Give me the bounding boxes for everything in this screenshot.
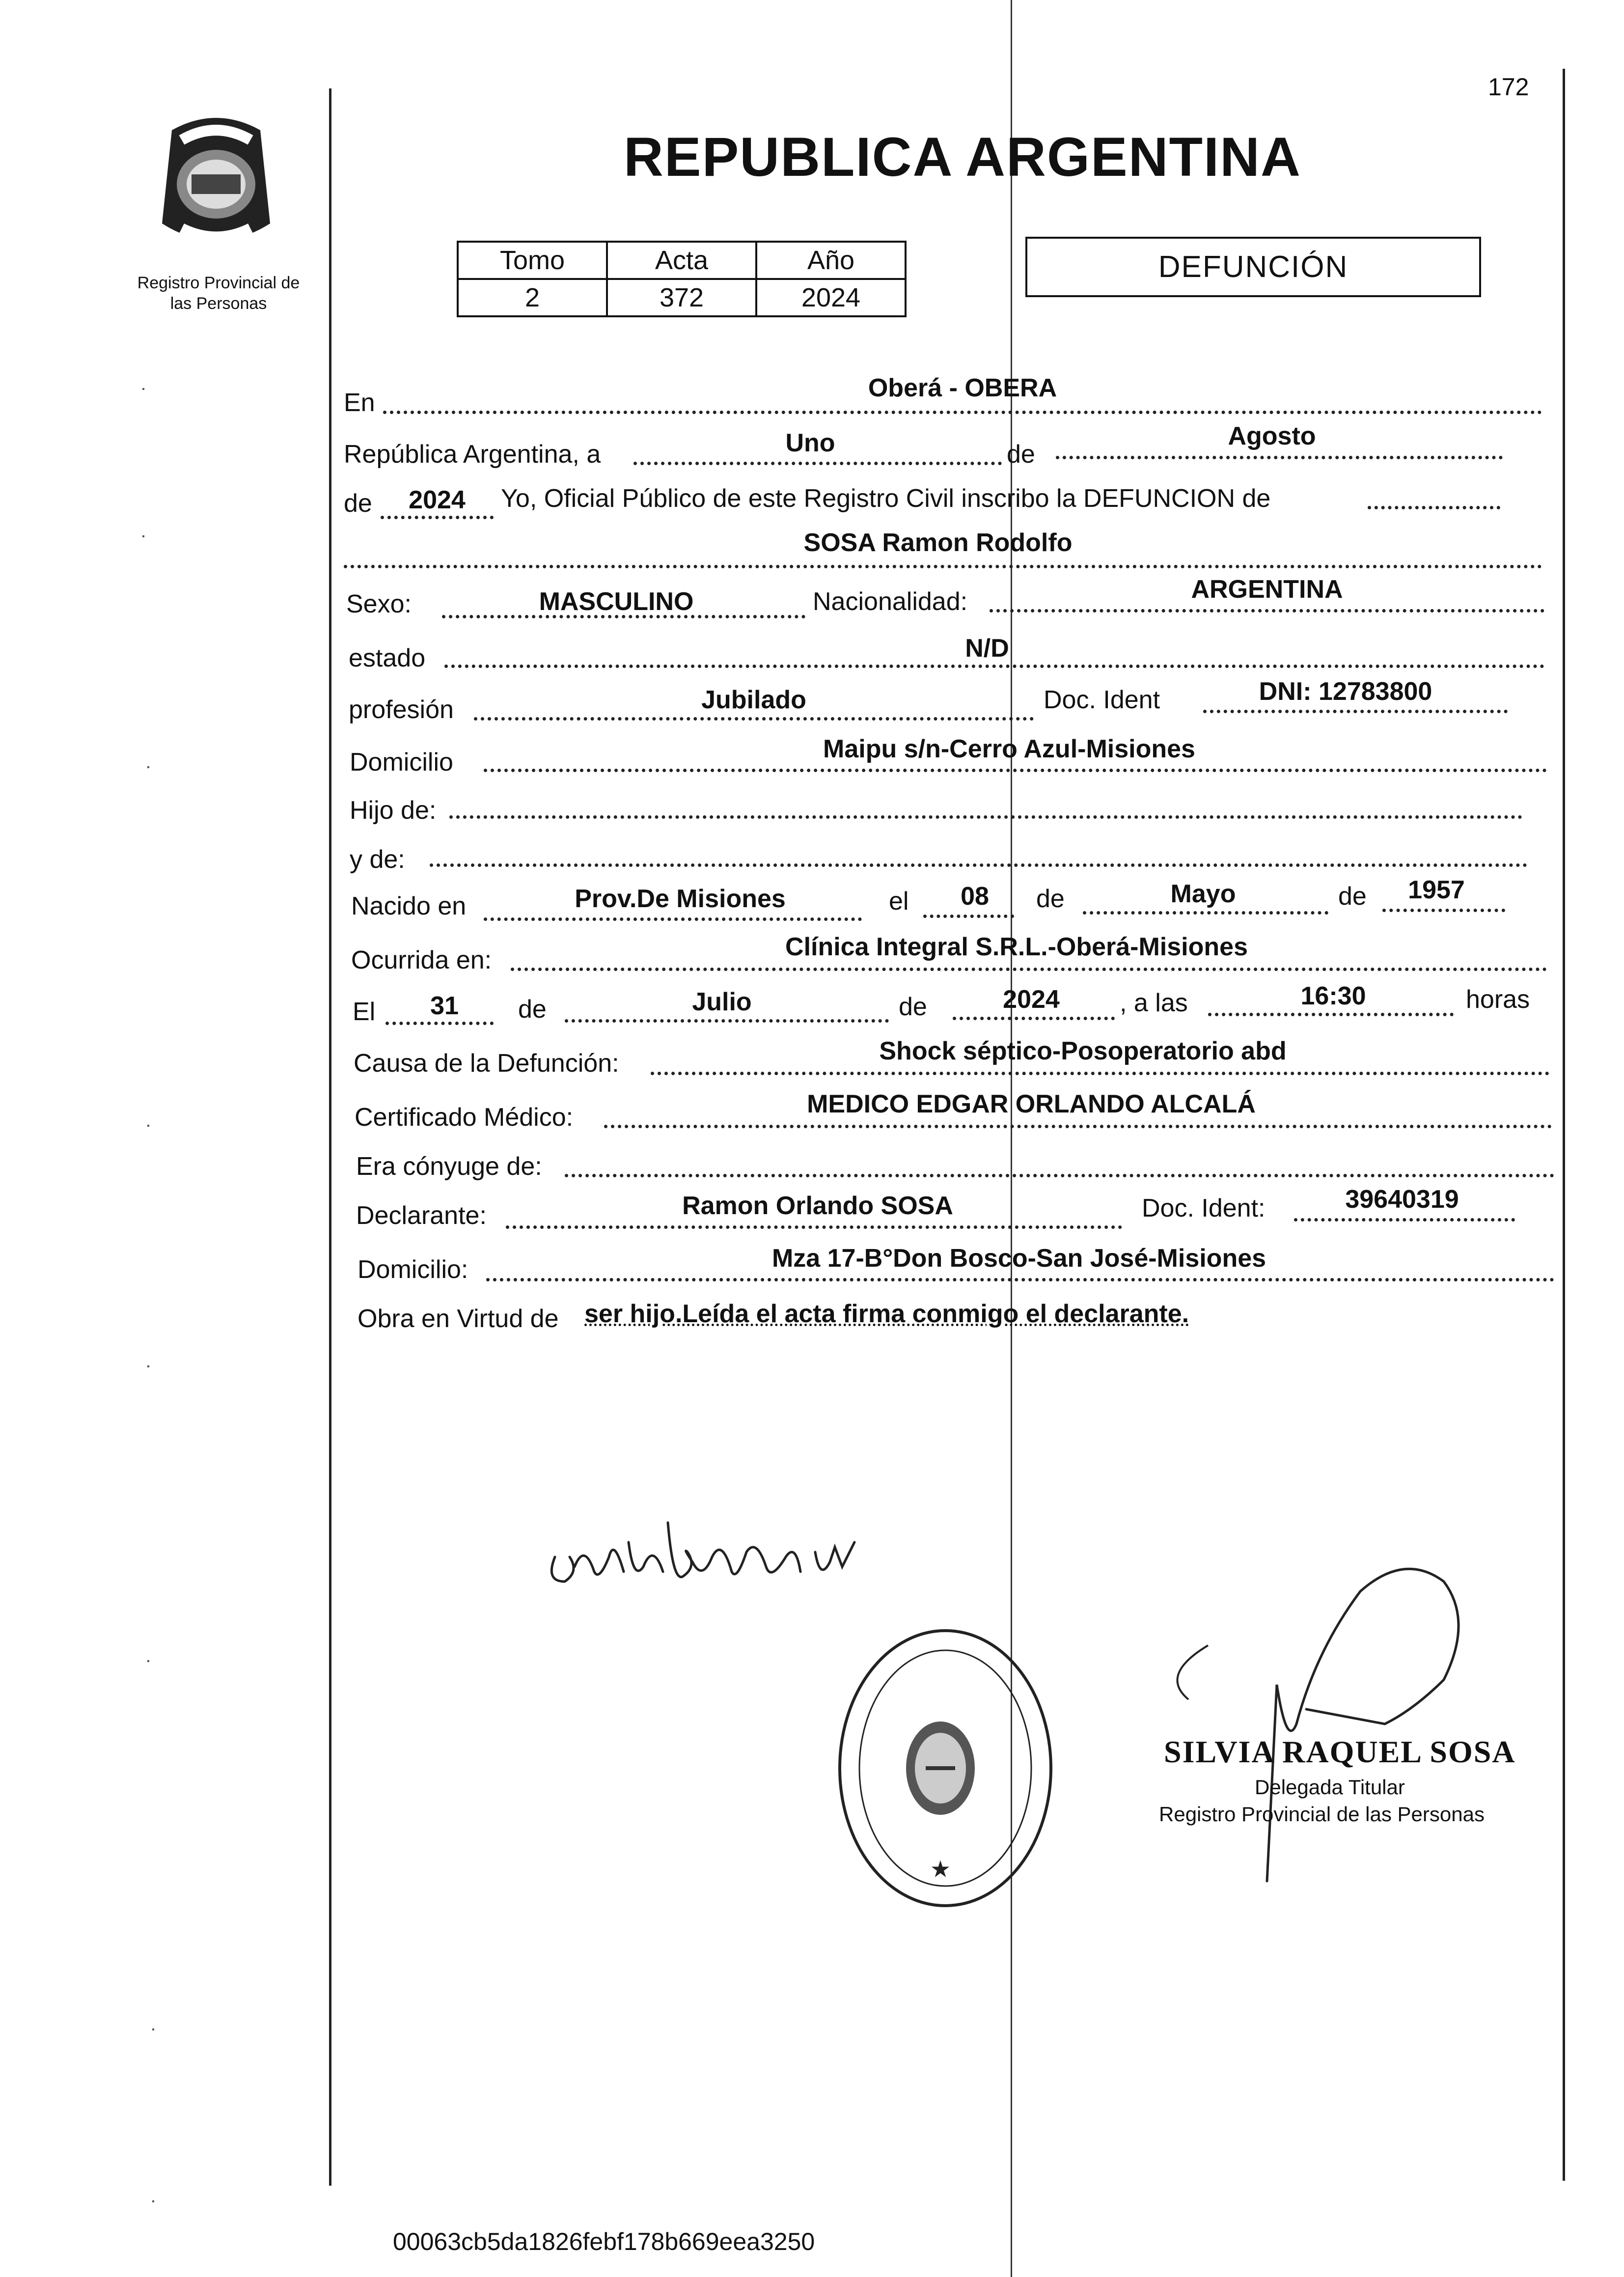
label-declarante: Declarante: bbox=[356, 1201, 487, 1230]
label-estado: estado bbox=[349, 644, 426, 672]
label-decl-doc: Doc. Ident: bbox=[1142, 1194, 1266, 1222]
dotted-line bbox=[1056, 456, 1503, 459]
value-nac-anio: 1957 bbox=[1408, 876, 1465, 904]
value-estado: N/D bbox=[965, 634, 1009, 663]
label-nacionalidad: Nacionalidad: bbox=[813, 587, 968, 616]
label-el: el bbox=[889, 887, 909, 916]
label-nac-de2: de bbox=[1338, 882, 1367, 911]
label-horas: horas bbox=[1466, 985, 1530, 1014]
scan-speck bbox=[142, 535, 144, 537]
label-causa: Causa de la Defunción: bbox=[354, 1049, 619, 1078]
dotted-line bbox=[953, 1017, 1115, 1020]
dotted-line bbox=[1294, 1218, 1515, 1222]
delegation-seal-icon bbox=[830, 1621, 1061, 1925]
declarant-signature bbox=[540, 1483, 894, 1601]
label-nac-de: de bbox=[1036, 885, 1065, 913]
dotted-line bbox=[511, 968, 1547, 971]
value-decl-domicilio: Mza 17-B°Don Bosco-San José-Misiones bbox=[771, 1244, 1266, 1273]
value-profesion: Jubilado bbox=[701, 686, 806, 714]
label-a-las: , a las bbox=[1120, 989, 1188, 1017]
dotted-line bbox=[1208, 1013, 1454, 1016]
label-nacido: Nacido en bbox=[351, 892, 467, 920]
scan-speck bbox=[147, 1660, 149, 1662]
value-fall-dia: 31 bbox=[430, 992, 459, 1020]
label-domicilio: Domicilio bbox=[350, 748, 453, 777]
text-oficial: Yo, Oficial Público de este Registro Civil inscribo la DEFUNCION de bbox=[501, 484, 1271, 513]
label-sexo: Sexo: bbox=[346, 590, 412, 618]
label-certificado: Certificado Médico: bbox=[355, 1103, 574, 1132]
label-fall-de: de bbox=[518, 995, 547, 1024]
header-anio: Año bbox=[756, 242, 906, 279]
svg-text:★: ★ bbox=[931, 1858, 950, 1881]
value-fall-anio: 2024 bbox=[1003, 985, 1060, 1014]
value-hora: 16:30 bbox=[1300, 982, 1366, 1010]
value-tomo: 2 bbox=[458, 279, 607, 316]
page-title: REPUBLICA ARGENTINA bbox=[624, 126, 1301, 188]
label-fall-de2: de bbox=[899, 993, 927, 1021]
dotted-line bbox=[633, 462, 1002, 465]
scan-speck bbox=[152, 2200, 154, 2202]
dotted-line bbox=[1382, 909, 1505, 912]
label-ocurrida: Ocurrida en: bbox=[351, 946, 492, 974]
value-acta: 372 bbox=[607, 279, 756, 316]
dotted-line bbox=[604, 1125, 1552, 1128]
scan-speck bbox=[152, 2028, 154, 2030]
dotted-line bbox=[990, 609, 1544, 612]
value-declarante: Ramon Orlando SOSA bbox=[682, 1192, 953, 1220]
label-doc-ident: Doc. Ident bbox=[1044, 686, 1160, 714]
value-doc-ident: DNI: 12783800 bbox=[1259, 677, 1432, 706]
value-nac-mes: Mayo bbox=[1170, 880, 1236, 908]
value-decl-doc: 39640319 bbox=[1345, 1185, 1459, 1214]
value-causa: Shock séptico-Posoperatorio abd bbox=[879, 1037, 1287, 1065]
page-number: 172 bbox=[1488, 73, 1529, 101]
dotted-line bbox=[506, 1225, 1122, 1229]
label-hijo: Hijo de: bbox=[350, 796, 437, 825]
value-fall-mes: Julio bbox=[692, 988, 752, 1016]
official-role: Delegada Titular bbox=[1255, 1776, 1405, 1799]
dotted-line bbox=[565, 1019, 889, 1023]
value-sexo: MASCULINO bbox=[539, 587, 694, 616]
dotted-line bbox=[383, 411, 1542, 414]
label-y-de: y de: bbox=[350, 845, 405, 874]
label-decl-domicilio: Domicilio: bbox=[358, 1255, 468, 1284]
dotted-line bbox=[1203, 710, 1508, 713]
label-republica: República Argentina, a bbox=[344, 440, 601, 469]
left-margin-line bbox=[329, 88, 331, 2186]
fold-line bbox=[1011, 0, 1012, 2277]
document-type-box: DEFUNCIÓN bbox=[1025, 237, 1481, 297]
dotted-line bbox=[1368, 506, 1500, 509]
header-tomo: Tomo bbox=[458, 242, 607, 279]
value-mes: Agosto bbox=[1228, 422, 1316, 450]
official-signature bbox=[1129, 1562, 1513, 1896]
right-margin-line bbox=[1563, 69, 1565, 2181]
value-nombre: SOSA Ramon Rodolfo bbox=[803, 528, 1073, 557]
dotted-line bbox=[449, 815, 1522, 819]
label-el-fallec: El bbox=[353, 998, 376, 1026]
value-lugar: Oberá - OBERA bbox=[868, 374, 1057, 402]
scan-speck bbox=[142, 388, 144, 390]
dotted-line bbox=[381, 516, 494, 519]
value-nac-dia: 08 bbox=[961, 882, 989, 911]
record-table bbox=[457, 241, 907, 317]
scan-speck bbox=[147, 1365, 149, 1367]
value-nacionalidad: ARGENTINA bbox=[1191, 575, 1343, 604]
label-conyuge: Era cónyuge de: bbox=[356, 1152, 542, 1181]
scan-speck bbox=[147, 1125, 149, 1127]
dotted-line bbox=[444, 665, 1544, 668]
registry-label: Registro Provincial de las Personas bbox=[137, 274, 300, 313]
dotted-line bbox=[651, 1072, 1549, 1075]
value-dia: Uno bbox=[785, 429, 835, 457]
dotted-line bbox=[474, 717, 1034, 721]
dotted-line bbox=[430, 863, 1527, 867]
value-anio: 2024 bbox=[756, 279, 906, 316]
document-hash: 00063cb5da1826febf178b669eea3250 bbox=[393, 2228, 815, 2255]
label-obra: Obra en Virtud de bbox=[358, 1305, 559, 1333]
label-profesion: profesión bbox=[349, 695, 454, 724]
dotted-line bbox=[484, 769, 1547, 772]
value-obra: ser hijo.Leída el acta firma conmigo el declarante. bbox=[584, 1300, 1189, 1328]
value-nacido-en: Prov.De Misiones bbox=[575, 885, 786, 913]
dotted-line bbox=[484, 917, 862, 921]
dotted-line bbox=[923, 915, 1014, 918]
label-de-anio: de bbox=[344, 489, 372, 518]
scan-speck bbox=[147, 766, 149, 768]
official-name: SILVIA RAQUEL SOSA bbox=[1164, 1734, 1516, 1769]
value-ocurrida: Clínica Integral S.R.L.-Oberá-Misiones bbox=[785, 933, 1248, 961]
official-organization: Registro Provincial de las Personas bbox=[1159, 1803, 1485, 1826]
provincial-seal-icon bbox=[142, 111, 290, 258]
label-de: de bbox=[1007, 440, 1035, 469]
dotted-line bbox=[1083, 911, 1328, 915]
dotted-line bbox=[385, 1022, 494, 1025]
dotted-line bbox=[565, 1174, 1554, 1177]
value-certificado: MEDICO EDGAR ORLANDO ALCALÁ bbox=[807, 1090, 1256, 1118]
value-domicilio: Maipu s/n-Cerro Azul-Misiones bbox=[823, 735, 1195, 763]
label-en: En bbox=[344, 389, 375, 417]
dotted-line bbox=[344, 565, 1542, 568]
value-anio-acta: 2024 bbox=[409, 486, 466, 514]
dotted-line bbox=[486, 1278, 1554, 1281]
header-acta: Acta bbox=[607, 242, 756, 279]
